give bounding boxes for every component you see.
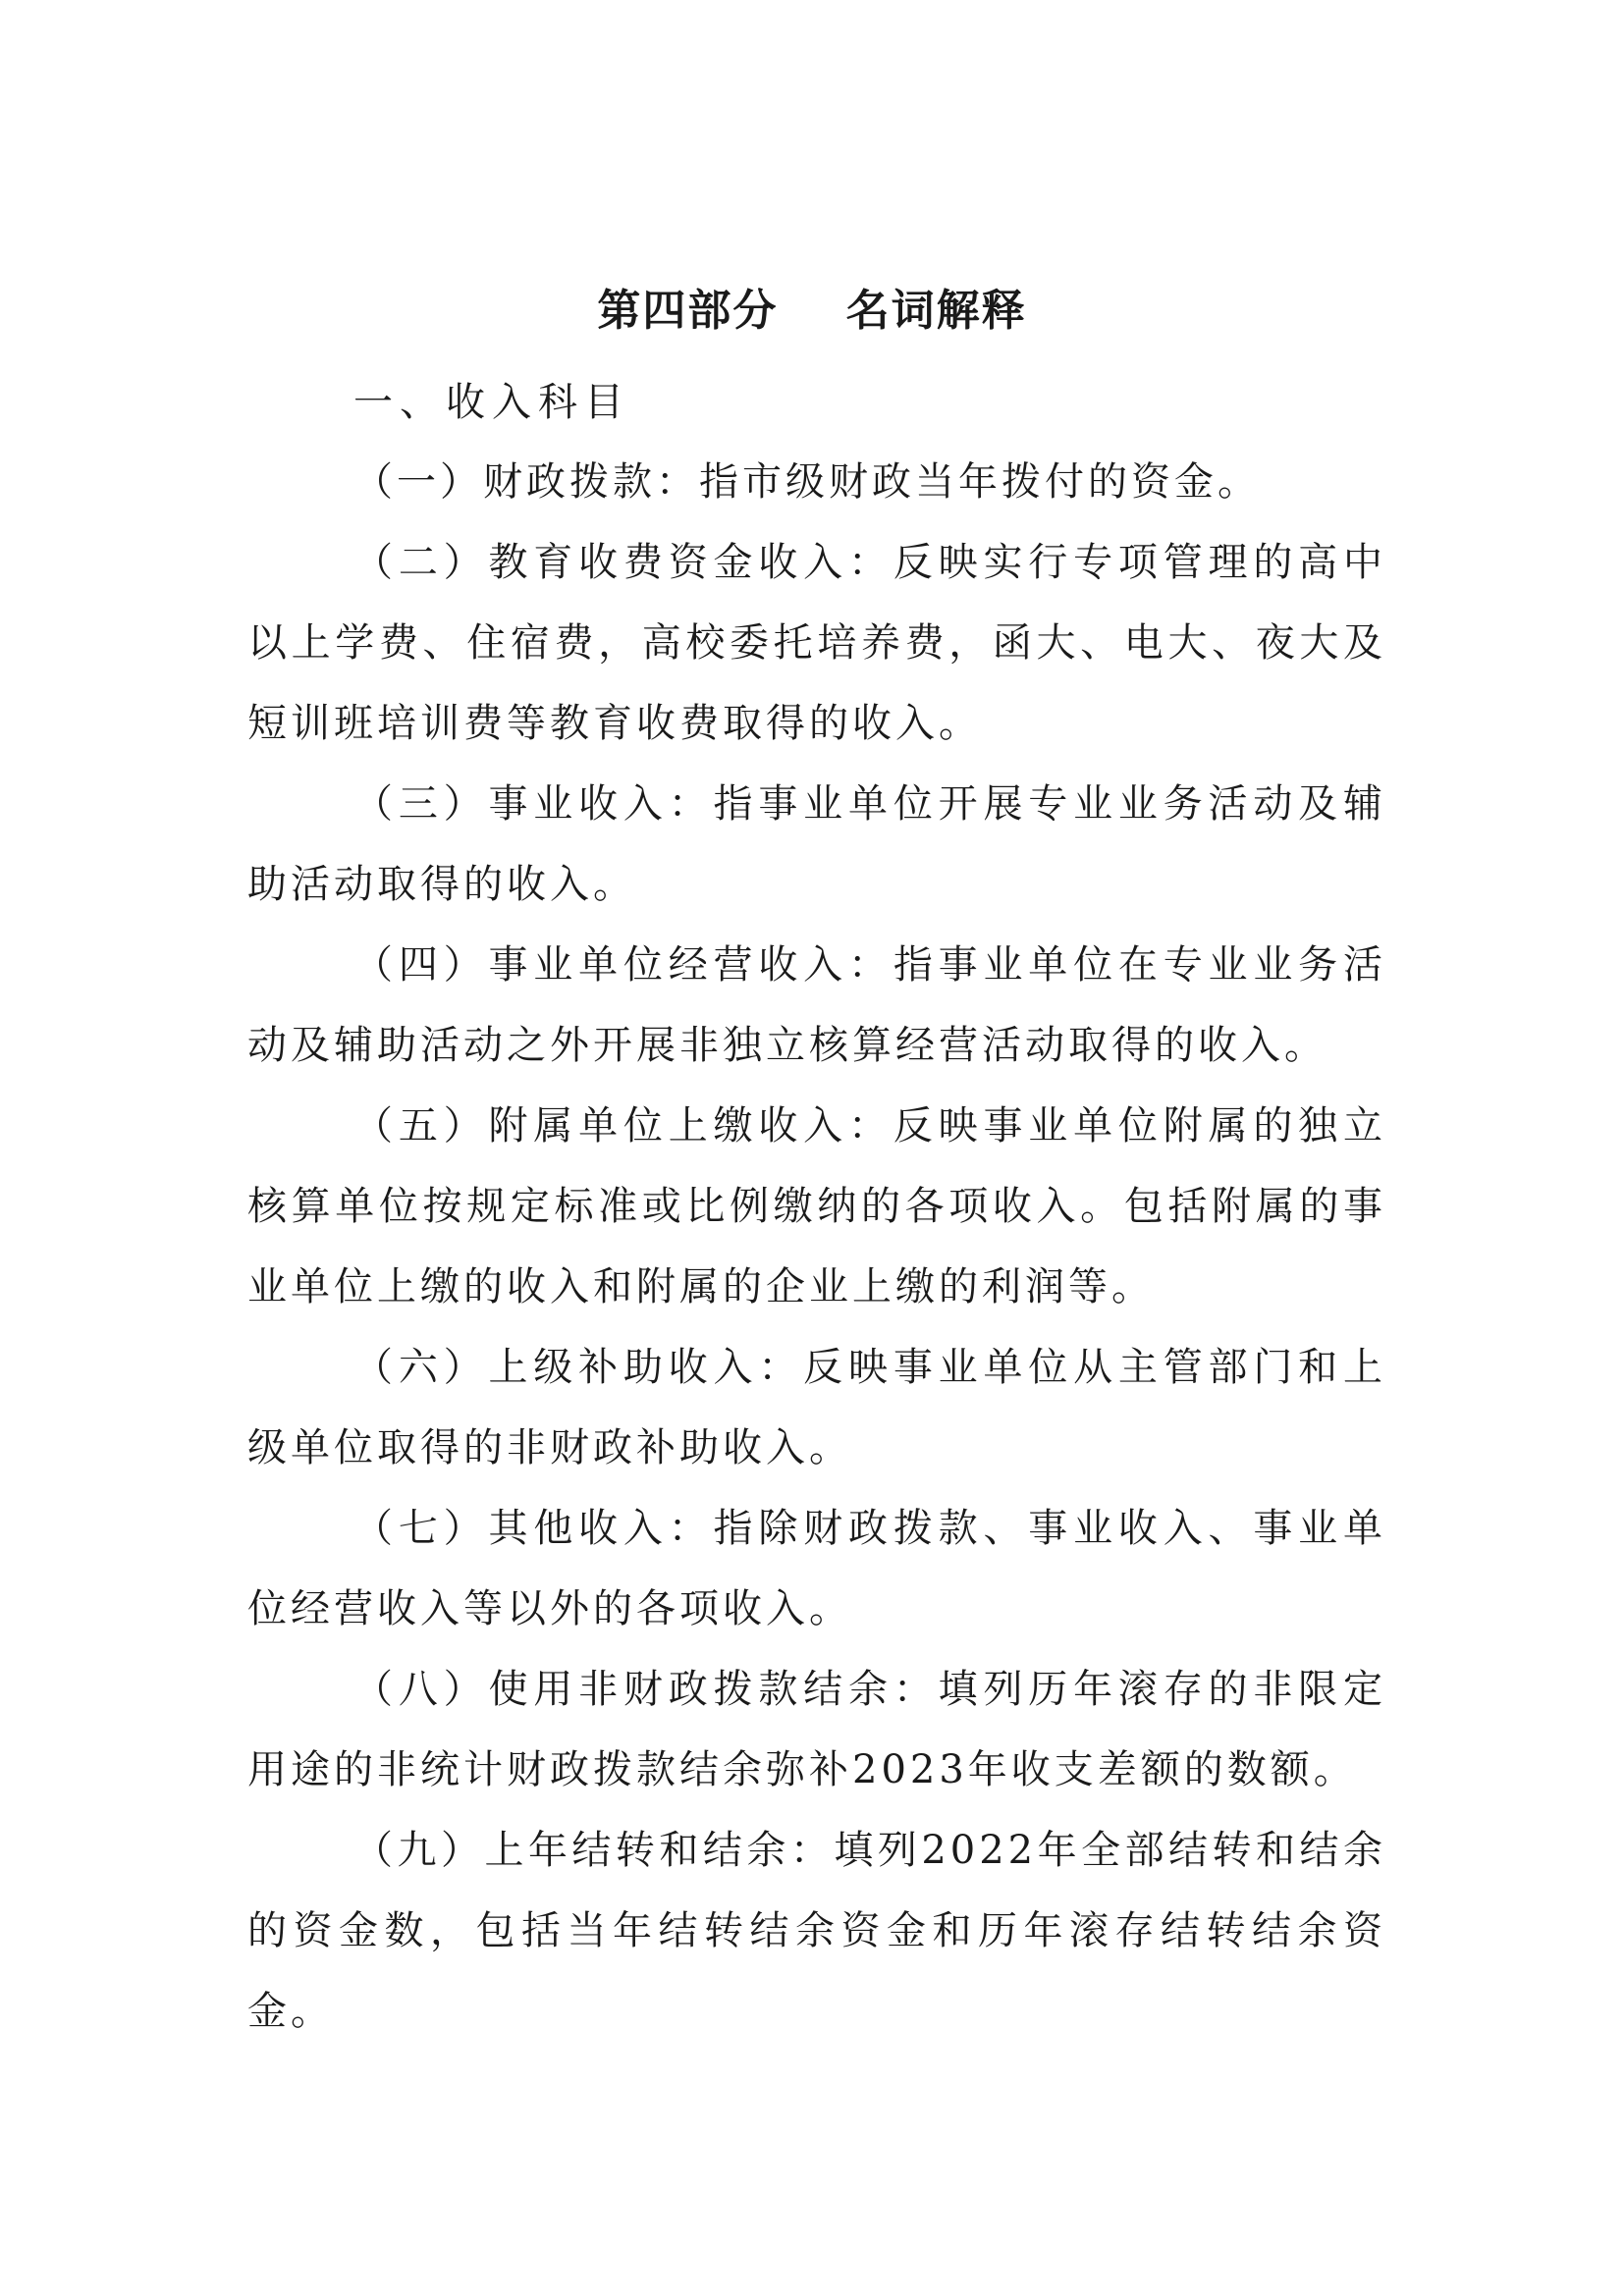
definition-paragraph: （七）其他收入：指除财政拨款、事业收入、事业单位经营收入等以外的各项收入。: [247, 1506, 1386, 1631]
definition-paragraph: （九）上年结转和结余：填列2022年全部结转和结余的资金数，包括当年结转结余资金和历年滚存结转结余资金。: [247, 1828, 1386, 2034]
definition-paragraph: （一）财政拨款：指市级财政当年拨付的资金。: [353, 459, 1261, 505]
definition-paragraph: （六）上级补助收入：反映事业单位从主管部门和上级单位取得的非财政补助收入。: [247, 1345, 1386, 1470]
section-heading: 一、收入科目: [353, 380, 630, 425]
page-title: 第四部分 名词解释: [597, 286, 1027, 336]
definition-paragraph: （五）附属单位上缴收入：反映事业单位附属的独立核算单位按规定标准或比例缴纳的各项收入。包括附属的事业单位上缴的收入和附属的企业上缴的利润等。: [247, 1103, 1386, 1309]
definition-paragraph: （二）教育收费资金收入：反映实行专项管理的高中以上学费、住宿费，高校委托培养费，函大、电大、夜大及短训班培训费等教育收费取得的收入。: [247, 540, 1386, 746]
document-body: [247, 442, 1386, 2052]
definition-paragraph: （三）事业收入：指事业单位开展专业业务活动及辅助活动取得的收入。: [247, 781, 1386, 907]
definition-paragraph: （四）事业单位经营收入：指事业单位在专业业务活动及辅助活动之外开展非独立核算经营活动取得的收入。: [247, 942, 1386, 1068]
definition-paragraph: （八）使用非财政拨款结余：填列历年滚存的非限定用途的非统计财政拨款结余弥补2023年收支差额的数额。: [247, 1667, 1386, 1792]
